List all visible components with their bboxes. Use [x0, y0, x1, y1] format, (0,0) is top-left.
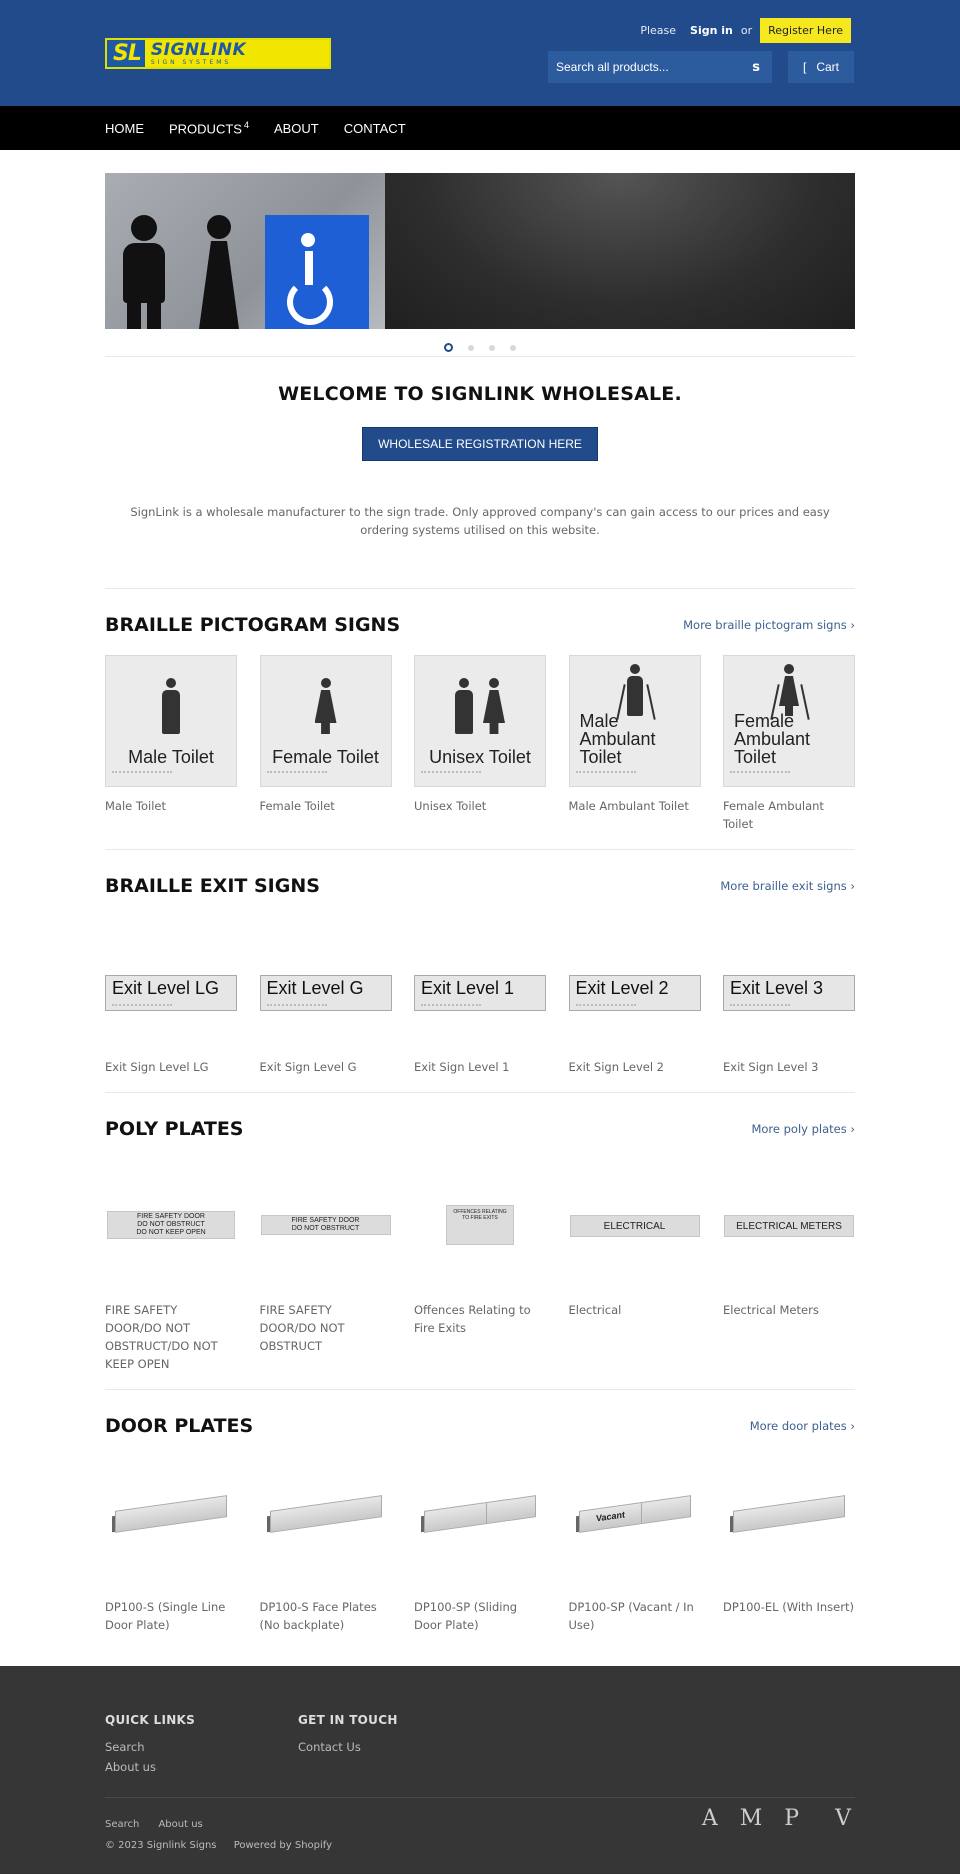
- site-footer: [0, 1666, 960, 1874]
- toilet-sign-image: [105, 173, 385, 329]
- footer-bottom-about-link[interactable]: About us: [158, 1819, 203, 1830]
- sign-label: Female Toilet: [272, 747, 379, 767]
- product-title[interactable]: Exit Sign Level G: [259, 1060, 357, 1074]
- ambulant-male-icon: [630, 664, 640, 674]
- product-card[interactable]: [414, 916, 546, 1076]
- product-title[interactable]: DP100-SP (Vacant / In Use): [568, 1600, 694, 1632]
- plate-label: ELECTRICAL: [570, 1215, 700, 1237]
- product-card[interactable]: [260, 1159, 392, 1373]
- sign-label: Unisex Toilet: [429, 747, 531, 767]
- cart-label: Cart: [816, 60, 839, 74]
- amex-icon: A: [701, 1806, 718, 1831]
- more-braille-exit-link[interactable]: More braille exit signs ›: [720, 879, 855, 893]
- product-image: [569, 916, 701, 1048]
- sign-label: Male Ambulant Toilet: [579, 711, 656, 767]
- product-card[interactable]: [105, 1159, 237, 1373]
- product-card[interactable]: [105, 1456, 237, 1634]
- collection-title: DOOR PLATES: [105, 1415, 254, 1437]
- search-icon[interactable]: s: [752, 59, 760, 75]
- product-card[interactable]: [569, 1456, 701, 1634]
- mastercard-icon: M: [739, 1806, 763, 1831]
- product-card[interactable]: [260, 655, 392, 833]
- search-input[interactable]: [556, 60, 726, 74]
- paypal-icon: P: [784, 1806, 800, 1831]
- logo-word: SIGNLINK: [150, 39, 247, 60]
- female-icon: [321, 678, 331, 688]
- footer-about-link[interactable]: About us: [105, 1760, 156, 1774]
- footer-contact-link[interactable]: Contact Us: [298, 1740, 361, 1754]
- product-image: [105, 916, 237, 1048]
- braille-exit-collection: [105, 850, 855, 1076]
- footer-heading: GET IN TOUCH: [298, 1713, 398, 1727]
- product-image: [723, 1159, 855, 1291]
- slider-dot-2[interactable]: [468, 345, 474, 351]
- slider-dot-4[interactable]: [510, 345, 516, 351]
- product-image: [569, 1159, 701, 1291]
- slider-dots: [0, 337, 960, 351]
- poly-plates-collection: [105, 1093, 855, 1373]
- product-card[interactable]: [260, 916, 392, 1076]
- product-image: [723, 1456, 855, 1588]
- nav-home[interactable]: HOME: [105, 120, 144, 136]
- product-card[interactable]: [260, 1456, 392, 1634]
- payment-icons: [702, 1806, 851, 1831]
- main-nav: [0, 106, 960, 150]
- sign-label: Exit Level 1: [421, 978, 515, 998]
- product-card[interactable]: [569, 655, 701, 833]
- account-links: [640, 18, 851, 43]
- collection-title: BRAILLE EXIT SIGNS: [105, 875, 320, 897]
- sign-in-link[interactable]: Sign in: [690, 24, 733, 37]
- powered-by-link[interactable]: Powered by Shopify: [233, 1840, 333, 1851]
- more-door-plates-link[interactable]: More door plates ›: [749, 1419, 855, 1433]
- cart-icon: [: [802, 60, 807, 74]
- product-card[interactable]: [414, 1159, 546, 1373]
- product-image: [260, 1456, 392, 1588]
- sign-label: Exit Level G: [266, 978, 364, 998]
- product-card[interactable]: [723, 1159, 855, 1373]
- product-title[interactable]: Male Toilet: [105, 799, 166, 813]
- register-button[interactable]: Register Here: [760, 18, 851, 43]
- product-title[interactable]: Exit Sign Level 2: [568, 1060, 664, 1074]
- search-form: [548, 51, 772, 83]
- product-title[interactable]: Offences Relating to Fire Exits: [414, 1303, 531, 1335]
- plate-label: OFFENCES RELATING TO FIRE EXITS: [446, 1205, 514, 1245]
- cart-button[interactable]: [788, 51, 854, 83]
- product-title[interactable]: Female Ambulant Toilet: [723, 799, 824, 831]
- product-image: [414, 1456, 546, 1588]
- product-title[interactable]: Exit Sign Level 3: [723, 1060, 819, 1074]
- product-title[interactable]: Unisex Toilet: [414, 799, 487, 813]
- product-image: [414, 655, 546, 787]
- product-card[interactable]: [723, 655, 855, 833]
- plate-label: FIRE SAFETY DOOR DO NOT OBSTRUCT: [261, 1215, 391, 1235]
- get-in-touch: [298, 1713, 491, 1777]
- site-header: [0, 0, 960, 106]
- product-title[interactable]: FIRE SAFETY DOOR/DO NOT OBSTRUCT/DO NOT KEEP OPEN: [105, 1303, 218, 1371]
- product-card[interactable]: [723, 916, 855, 1076]
- slider-dot-1[interactable]: [444, 343, 453, 352]
- footer-bottom-search-link[interactable]: Search: [105, 1819, 140, 1830]
- plate-label: Vacant: [595, 1509, 625, 1524]
- nav-contact[interactable]: CONTACT: [343, 120, 406, 136]
- collection-title: BRAILLE PICTOGRAM SIGNS: [105, 614, 401, 636]
- nav-about[interactable]: ABOUT: [273, 120, 319, 136]
- sign-label: Exit Level 2: [575, 978, 669, 998]
- product-card[interactable]: [414, 1456, 546, 1634]
- welcome-section: [0, 357, 960, 539]
- product-card[interactable]: [414, 655, 546, 833]
- product-title[interactable]: Electrical: [568, 1303, 622, 1317]
- product-card[interactable]: [723, 1456, 855, 1634]
- product-image: [569, 1456, 701, 1588]
- product-title[interactable]: DP100-SP (Sliding Door Plate): [414, 1600, 518, 1632]
- product-image: [260, 1159, 392, 1291]
- product-title[interactable]: Male Ambulant Toilet: [568, 799, 689, 813]
- door-plates-collection: [105, 1390, 855, 1634]
- copyright-text: © 2023 Signlink Signs: [105, 1840, 217, 1851]
- sign-label: Exit Level 3: [730, 978, 824, 998]
- logo-wordmark: [145, 40, 329, 67]
- nav-products[interactable]: PRODUCTS $^4$: [169, 119, 249, 137]
- product-image: [260, 655, 392, 787]
- product-image: [414, 916, 546, 1048]
- wholesale-registration-button[interactable]: WHOLESALE REGISTRATION HERE: [362, 427, 598, 461]
- please-text: Please: [640, 24, 677, 37]
- or-text: or: [740, 24, 753, 37]
- product-card[interactable]: [105, 655, 237, 833]
- product-image: [414, 1159, 546, 1291]
- plate-label: ELECTRICAL METERS: [724, 1215, 854, 1237]
- product-title[interactable]: Electrical Meters: [723, 1303, 819, 1317]
- product-image: [105, 655, 237, 787]
- sign-label: Exit Level LG: [112, 978, 220, 998]
- products-count-badge: 4: [243, 119, 249, 130]
- plate-label: FIRE SAFETY DOOR DO NOT OBSTRUCT DO NOT KEEP OPEN: [107, 1211, 235, 1239]
- hero-slider[interactable]: [105, 173, 855, 329]
- product-image: [723, 916, 855, 1048]
- product-title[interactable]: DP100-S (Single Line Door Plate): [105, 1600, 226, 1632]
- logo-mark: SL: [113, 41, 141, 66]
- sign-label: Male Toilet: [128, 747, 214, 767]
- visa-icon: V: [835, 1806, 851, 1831]
- product-image: [105, 1456, 237, 1588]
- unisex-icon: [459, 678, 469, 688]
- ambulant-female-icon: [784, 664, 794, 674]
- product-image: [723, 655, 855, 787]
- more-braille-pictogram-link[interactable]: More braille pictogram signs ›: [683, 618, 855, 632]
- product-title[interactable]: DP100-S Face Plates (No backplate): [259, 1600, 377, 1632]
- male-icon: [166, 678, 176, 688]
- product-card[interactable]: [569, 1159, 701, 1373]
- sign-label: Female Ambulant Toilet: [734, 711, 811, 767]
- product-title[interactable]: FIRE SAFETY DOOR/DO NOT OBSTRUCT: [259, 1303, 345, 1353]
- product-title[interactable]: Exit Sign Level 1: [414, 1060, 510, 1074]
- footer-bottom: [105, 1797, 855, 1857]
- footer-search-link[interactable]: Search: [105, 1740, 145, 1754]
- product-card[interactable]: [105, 916, 237, 1076]
- product-title[interactable]: Female Toilet: [259, 799, 335, 813]
- footer-heading: QUICK LINKS: [105, 1713, 196, 1727]
- product-title[interactable]: DP100-EL (With Insert): [723, 1600, 854, 1614]
- product-image: [105, 1159, 237, 1291]
- collection-title: POLY PLATES: [105, 1118, 244, 1140]
- product-title[interactable]: Exit Sign Level LG: [105, 1060, 209, 1074]
- dark-slide-panel: [385, 173, 855, 329]
- product-card[interactable]: [569, 916, 701, 1076]
- welcome-title: WELCOME TO SIGNLINK WHOLESALE.: [278, 383, 682, 405]
- product-image: [569, 655, 701, 787]
- braille-pictogram-collection: [105, 589, 855, 833]
- logo-tagline: SIGN SYSTEMS: [150, 58, 232, 66]
- product-image: [260, 916, 392, 1048]
- quick-links: [105, 1713, 298, 1777]
- welcome-text: SignLink is a wholesale manufacturer to the sign trade. Only approved company's can gain access to our prices and easy ordering systems utilised on this website.: [130, 505, 830, 537]
- signlink-logo[interactable]: [105, 38, 331, 69]
- more-poly-plates-link[interactable]: More poly plates ›: [751, 1122, 855, 1136]
- slider-dot-3[interactable]: [489, 345, 495, 351]
